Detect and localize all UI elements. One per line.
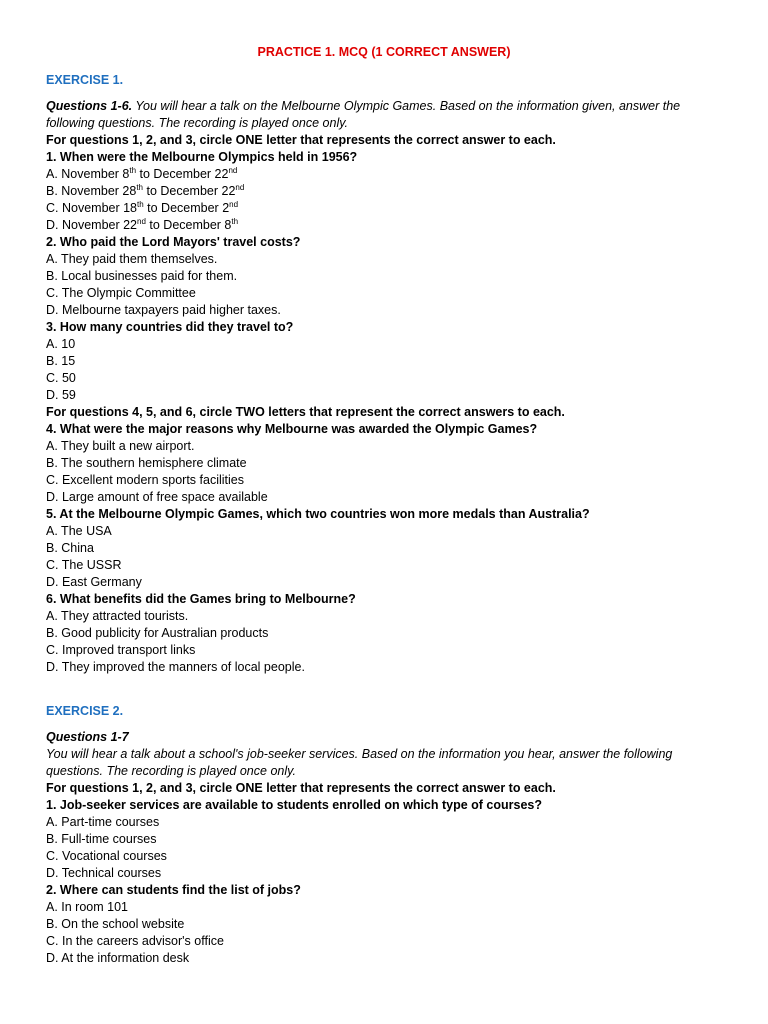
option-2-2-c: C. In the careers advisor's office: [46, 934, 224, 948]
question-1-5: 5. At the Melbourne Olympic Games, which two countries won more medals than Australia?: [46, 507, 590, 521]
option-1-1-a: [46, 166, 722, 183]
exercise-2-intro-text: You will hear a talk about a school's job-seeker services. Based on the information you hear, answer the following questions. The recording is played once only.: [46, 747, 673, 778]
option-1-2-c: C. The Olympic Committee: [46, 286, 196, 300]
option-1-4-b: B. The southern hemisphere climate: [46, 456, 247, 470]
question-2-2: 2. Where can students find the list of jobs?: [46, 883, 301, 897]
ordinal-suffix: th: [129, 165, 137, 175]
option-1-4-c: C. Excellent modern sports facilities: [46, 473, 244, 487]
option-2-1-b: B. Full-time courses: [46, 832, 157, 846]
option-2-2-a: A. In room 101: [46, 900, 128, 914]
exercise-2: [46, 703, 722, 967]
option-1-5-c: C. The USSR: [46, 558, 122, 572]
exercise-1-intro-text: You will hear a talk on the Melbourne Olympic Games. Based on the information given, answer the following questions. The recording is played once only.: [46, 99, 681, 130]
option-1-5-b: B. China: [46, 541, 94, 555]
option-1-3-a: A. 10: [46, 337, 76, 351]
ordinal-suffix: th: [137, 199, 144, 209]
option-text: to December 8: [145, 218, 232, 232]
option-2-1-c: C. Vocational courses: [46, 849, 167, 863]
ordinal-suffix: nd: [235, 182, 245, 192]
exercise-2-intro-label: Questions 1-7: [46, 730, 129, 744]
option-1-1-d: [46, 217, 722, 234]
option-2-1-a: A. Part-time courses: [46, 815, 160, 829]
question-1-6: 6. What benefits did the Games bring to Melbourne?: [46, 592, 356, 606]
option-1-6-b: B. Good publicity for Australian products: [46, 626, 269, 640]
question-1-1: 1. When were the Melbourne Olympics held in 1956?: [46, 150, 358, 164]
option-text: to December 22: [143, 184, 236, 198]
exercise-2-heading: EXERCISE 2.: [46, 704, 124, 718]
ordinal-suffix: th: [231, 216, 239, 226]
option-1-1-b: [46, 183, 722, 200]
page-title: PRACTICE 1. MCQ (1 CORRECT ANSWER): [257, 45, 511, 59]
option-1-3-b: B. 15: [46, 354, 76, 368]
ordinal-suffix: nd: [228, 165, 238, 175]
ordinal-suffix: nd: [229, 199, 239, 209]
exercise-2-instruction-a: For questions 1, 2, and 3, circle ONE letter that represents the correct answer to each.: [46, 781, 556, 795]
section-spacer: [46, 676, 722, 703]
option-text: A. November 8: [46, 167, 130, 181]
exercise-1-instruction-b: For questions 4, 5, and 6, circle TWO letters that represent the correct answers to each.: [46, 405, 565, 419]
option-text: B. November 28: [46, 184, 137, 198]
option-1-3-c: C. 50: [46, 371, 76, 385]
exercise-1-heading: EXERCISE 1.: [46, 73, 124, 87]
ordinal-suffix: th: [136, 182, 143, 192]
option-2-2-b: B. On the school website: [46, 917, 185, 931]
option-1-3-d: D. 59: [46, 388, 76, 402]
question-2-1: 1. Job-seeker services are available to students enrolled on which type of courses?: [46, 798, 543, 812]
option-1-1-c: [46, 200, 722, 217]
option-text: to December 22: [136, 167, 229, 181]
option-1-6-d: D. They improved the manners of local people.: [46, 660, 305, 674]
exercise-1: [46, 72, 722, 676]
option-1-5-d: D. East Germany: [46, 575, 142, 589]
option-text: C. November 18: [46, 201, 138, 215]
question-1-4: 4. What were the major reasons why Melbourne was awarded the Olympic Games?: [46, 422, 538, 436]
exercise-1-instruction-a: For questions 1, 2, and 3, circle ONE letter that represents the correct answer to each.: [46, 133, 556, 147]
option-1-5-a: A. The USA: [46, 524, 112, 538]
option-1-4-d: D. Large amount of free space available: [46, 490, 268, 504]
option-1-2-a: A. They paid them themselves.: [46, 252, 218, 266]
option-text: D. November 22: [46, 218, 138, 232]
option-1-6-a: A. They attracted tourists.: [46, 609, 189, 623]
option-1-2-d: D. Melbourne taxpayers paid higher taxes.: [46, 303, 281, 317]
exercise-1-intro-label: Questions 1-6.: [46, 99, 133, 113]
question-1-3: 3. How many countries did they travel to?: [46, 320, 294, 334]
question-1-2: 2. Who paid the Lord Mayors' travel costs?: [46, 235, 301, 249]
option-2-1-d: D. Technical courses: [46, 866, 162, 880]
option-1-2-b: B. Local businesses paid for them.: [46, 269, 238, 283]
option-1-4-a: A. They built a new airport.: [46, 439, 195, 453]
option-1-6-c: C. Improved transport links: [46, 643, 196, 657]
ordinal-suffix: nd: [137, 216, 146, 226]
exercise-1-intro: [46, 98, 722, 132]
option-text: to December 2: [143, 201, 230, 215]
option-2-2-d: D. At the information desk: [46, 951, 190, 965]
